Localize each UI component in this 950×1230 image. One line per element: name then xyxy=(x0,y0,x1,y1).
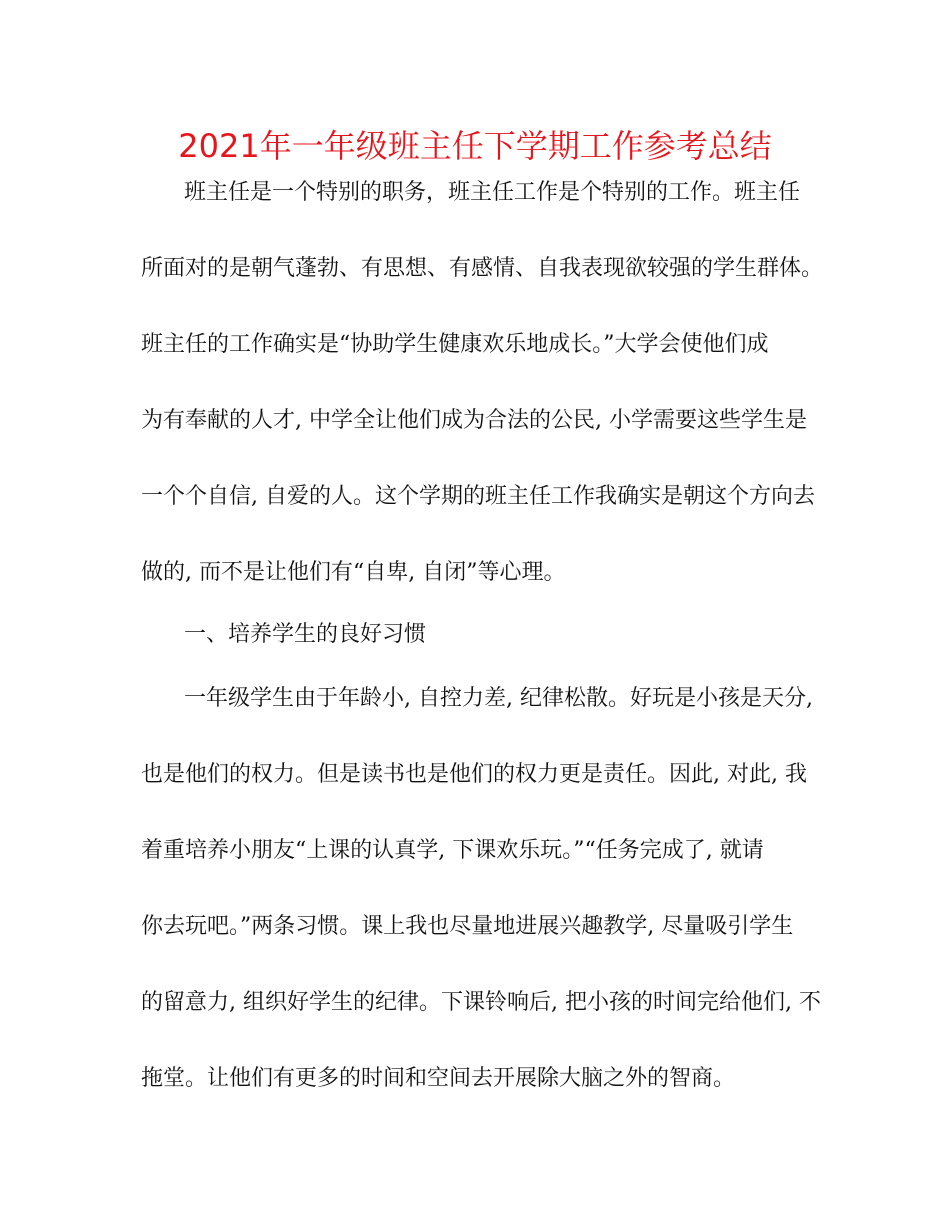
document-title: 2021年一年级班主任下学期工作参考总结 xyxy=(178,127,772,165)
paragraph-1-line-6: 做的, 而不是让他们有“自卑, 自闭”等心理。 xyxy=(141,560,566,585)
paragraph-2-line-4: 你去玩吧。”两条习惯。课上我也尽量地进展兴趣教学, 尽量吸引学生 xyxy=(141,914,794,939)
paragraph-1-line-1: 班主任是一个特别的职务，班主任工作是个特别的工作。班主任 xyxy=(184,180,801,205)
paragraph-2-line-3: 着重培养小朋友“上课的认真学, 下课欢乐玩。”“任务完成了, 就请 xyxy=(141,838,764,863)
paragraph-2-line-6: 拖堂。让他们有更多的时间和空间去开展除大脑之外的智商。 xyxy=(141,1066,736,1091)
paragraph-2-line-1: 一年级学生由于年龄小, 自控力差, 纪律松散。好玩是小孩是天分, xyxy=(184,686,813,711)
paragraph-1-line-3: 班主任的工作确实是“协助学生健康欢乐地成长。”大学会使他们成 xyxy=(141,332,769,357)
paragraph-1-line-5: 一个个自信, 自爱的人。这个学期的班主任工作我确实是朝这个方向去 xyxy=(141,484,815,509)
section-heading: 一、培养学生的良好习惯 xyxy=(184,622,427,647)
paragraph-1-line-2: 所面对的是朝气蓬勃、有思想、有感情、自我表现欲较强的学生群体。 xyxy=(141,256,824,281)
paragraph-2-line-5: 的留意力, 组织好学生的纪律。下课铃响后, 把小孩的时间完给他们, 不 xyxy=(141,990,821,1015)
paragraph-2-line-2: 也是他们的权力。但是读书也是他们的权力更是责任。因此, 对此, 我 xyxy=(141,762,807,787)
paragraph-1-line-4: 为有奉献的人才, 中学全让他们成为合法的公民, 小学需要这些学生是 xyxy=(141,408,807,433)
